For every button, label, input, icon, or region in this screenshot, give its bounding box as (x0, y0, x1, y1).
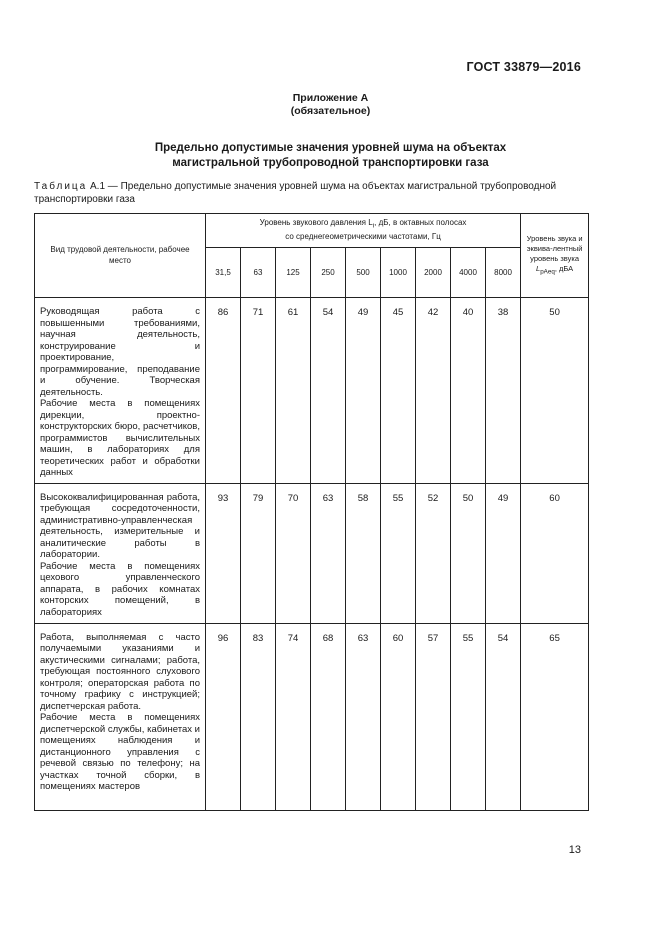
noise-limits-table (34, 213, 589, 811)
sound-pressure-value: 79 (241, 483, 276, 623)
sound-pressure-value: 63 (311, 483, 346, 623)
sound-pressure-header-tail: , дБ, в октавных полосах (374, 218, 467, 228)
sound-pressure-value: 60 (381, 623, 416, 810)
sound-level-column-header (521, 214, 589, 298)
sound-pressure-value: 52 (416, 483, 451, 623)
page-number: 13 (568, 844, 581, 856)
table-row (35, 298, 589, 484)
page-title-line-1: Предельно допустимые значения уровней шума на объектах (154, 142, 507, 154)
frequency-header: 8000 (486, 248, 521, 298)
activity-column-header: Вид трудовой деятельности, рабочее место (35, 214, 206, 298)
frequency-header: 250 (311, 248, 346, 298)
frequency-header: 4000 (451, 248, 486, 298)
sound-pressure-header-text: Уровень звукового давления L (259, 218, 373, 228)
sound-pressure-header-subscript: i (372, 222, 375, 230)
activity-description-paragraph: Рабочие места в помещениях дирекции, проектно-конструкторских бюро, расчетчиков, программистов вычислительных машин, в лабораториях для теоретических работ и обработки данных (40, 398, 200, 478)
sound-pressure-value: 55 (381, 483, 416, 623)
sound-pressure-value: 68 (311, 623, 346, 810)
activity-description (35, 623, 206, 810)
sound-pressure-value: 54 (311, 298, 346, 484)
sound-pressure-group-header (206, 214, 521, 248)
sound-pressure-value: 71 (241, 298, 276, 484)
sound-pressure-value: 96 (206, 623, 241, 810)
page-title (0, 141, 661, 171)
sound-pressure-value: 49 (486, 483, 521, 623)
sound-pressure-value: 83 (241, 623, 276, 810)
table-caption-text: — Предельно допустимые значения уровней шума на объектах магистральной трубопроводной транспортировки газа (34, 181, 557, 205)
sound-level-subscript: pAeq (540, 268, 555, 276)
table-caption (34, 181, 588, 206)
frequency-header: 2000 (416, 248, 451, 298)
sound-pressure-header-line-2: со среднегеометрическими частотами, Гц (285, 232, 441, 242)
sound-pressure-value: 50 (451, 483, 486, 623)
frequency-header: 500 (346, 248, 381, 298)
sound-pressure-header-line-1 (206, 218, 520, 232)
sound-level-symbol: L (536, 263, 541, 273)
frequency-header: 1000 (381, 248, 416, 298)
activity-description-paragraph: Руководящая работа с повышенными требованиями, научная деятельность, конструирование и проектирование, программирование, преподавание и обучение. Творческая деятельность. (40, 306, 200, 398)
sound-level-header-text: Уровень звука и эквива-лентный уровень звука (526, 233, 583, 263)
table-header-row (35, 214, 589, 248)
activity-description-paragraph: Рабочие места в помещениях диспетчерской службы, кабинетах и помещениях наблюдения и дистанционного управления с речевой связью по телефону; на участках точной сборки, в помещениях мастеров (40, 712, 200, 792)
sound-pressure-value: 42 (416, 298, 451, 484)
sound-level-value: 65 (521, 623, 589, 810)
sound-pressure-value: 86 (206, 298, 241, 484)
annex-heading (0, 92, 661, 118)
sound-pressure-value: 45 (381, 298, 416, 484)
table-caption-number: А.1 (90, 181, 106, 192)
sound-pressure-value: 70 (276, 483, 311, 623)
sound-pressure-value: 40 (451, 298, 486, 484)
sound-pressure-value: 58 (346, 483, 381, 623)
annex-status: (обязательное) (290, 105, 371, 117)
document-code: ГОСТ 33879—2016 (466, 60, 581, 74)
activity-description-paragraph: Высококвалифицированная работа, требующая сосредоточенности, административно-управленческая деятельность, измерительные и аналитические работы в лаборатории. (40, 491, 200, 560)
sound-pressure-value: 57 (416, 623, 451, 810)
sound-level-value: 50 (521, 298, 589, 484)
page-title-line-2: магистральной трубопроводной транспортировки газа (172, 157, 489, 169)
annex-title: Приложение А (292, 92, 369, 104)
table-row (35, 623, 589, 810)
sound-pressure-value: 63 (346, 623, 381, 810)
activity-description (35, 483, 206, 623)
sound-level-value: 60 (521, 483, 589, 623)
activity-description-paragraph: Рабочие места в помещениях цехового управленческого аппарата, в рабочих комнатах конторских помещений, в лабораториях (40, 560, 200, 618)
sound-pressure-value: 55 (451, 623, 486, 810)
frequency-header: 63 (241, 248, 276, 298)
frequency-header: 31,5 (206, 248, 241, 298)
activity-description (35, 298, 206, 484)
frequency-header: 125 (276, 248, 311, 298)
sound-pressure-value: 54 (486, 623, 521, 810)
sound-pressure-value: 74 (276, 623, 311, 810)
table-row (35, 483, 589, 623)
sound-pressure-value: 61 (276, 298, 311, 484)
sound-level-unit: , дБА (554, 263, 574, 273)
sound-pressure-value: 38 (486, 298, 521, 484)
sound-pressure-value: 93 (206, 483, 241, 623)
table-caption-label: Таблица (34, 181, 88, 192)
activity-description-paragraph: Работа, выполняемая с часто получаемыми указаниями и акустическими сигналами; работа, требующая постоянного слухового контроля; операторская работа по точному графику с инструкцией; диспетчерская работа. (40, 631, 200, 712)
sound-pressure-value: 49 (346, 298, 381, 484)
